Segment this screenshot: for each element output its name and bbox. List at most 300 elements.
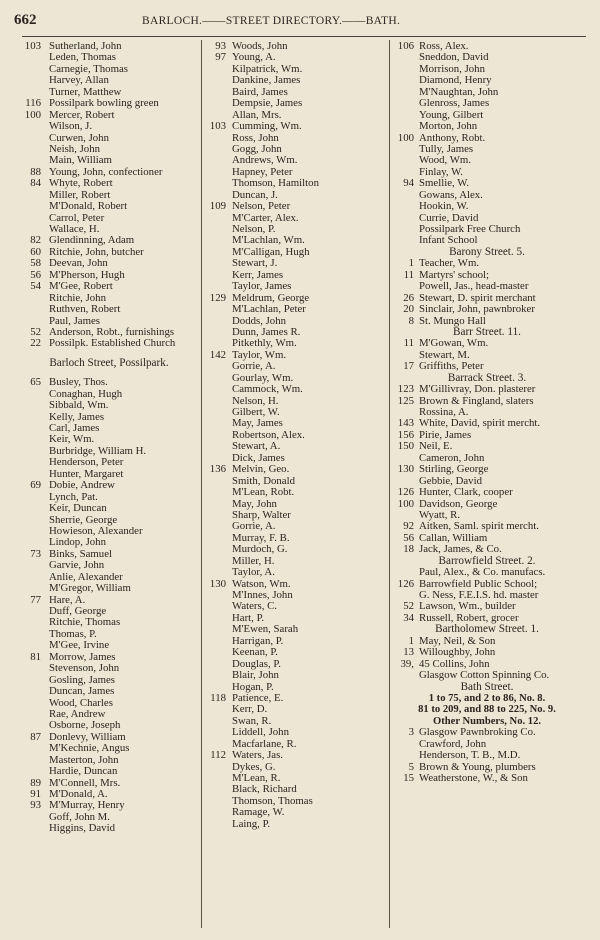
house-number: 103 (24, 40, 41, 52)
directory-entry (204, 567, 388, 578)
resident-name: Laing, P. (232, 817, 271, 830)
resident-name: Possilpark bowling green (49, 97, 159, 110)
resident-name: Dempsie, James (232, 97, 303, 110)
resident-name: Ritchie, Thomas (49, 616, 121, 629)
resident-name: M'Calligan, Hugh (232, 245, 310, 258)
house-number: 130 (209, 577, 226, 590)
resident-name: Wallace, H. (49, 223, 100, 235)
resident-name: Nelson, P. (232, 223, 276, 235)
house-number: 93 (30, 799, 41, 812)
resident-name: Thomson, Hamilton (232, 177, 319, 190)
resident-name: Duncan, J. (232, 188, 278, 201)
house-number: 15 (403, 772, 414, 784)
resident-name: Goff, John M. (49, 810, 110, 823)
resident-name: Nelson, Peter (232, 200, 291, 213)
resident-name: Hogan, P. (232, 680, 274, 693)
house-number: 73 (30, 547, 41, 560)
resident-name: Kelly, James (49, 410, 105, 423)
directory-entry (204, 121, 388, 132)
resident-name: Watson, Wm. (232, 577, 291, 590)
resident-name: Gorrie, A. (232, 520, 276, 533)
resident-name: M'Lachlan, Peter (232, 303, 306, 316)
resident-name: Anthony, Robt. (419, 131, 486, 144)
directory-entry (204, 544, 388, 555)
directory-entry (204, 819, 388, 830)
spacer (18, 369, 200, 377)
resident-name: Sinclair, John, pawnbroker (419, 303, 535, 316)
house-number: 58 (30, 257, 41, 270)
house-number: 1 (408, 634, 414, 647)
resident-name: Dykes, G. (232, 760, 276, 773)
directory-entry (18, 595, 200, 606)
directory-entry (18, 110, 200, 121)
resident-name: Stewart, J. (232, 257, 278, 270)
resident-name: White, David, spirit mercht. (419, 417, 541, 430)
resident-name: Woods, John (232, 40, 288, 52)
resident-name: Conaghan, Hugh (49, 387, 123, 400)
house-number: 84 (30, 177, 41, 190)
directory-entry (18, 213, 200, 224)
house-number: 20 (403, 303, 414, 316)
resident-name: Gilbert, W. (232, 406, 280, 418)
resident-name: Stirling, George (419, 463, 489, 476)
resident-name: Hunter, Margaret (49, 467, 124, 480)
directory-entry (18, 121, 200, 132)
resident-name: Henderson, Peter (49, 456, 124, 469)
house-number: 126 (397, 486, 414, 499)
house-number: 18 (403, 543, 414, 556)
resident-name: M'Donald, Robert (49, 200, 128, 213)
house-number: 94 (403, 177, 414, 190)
resident-name: Gowans, Alex. (419, 188, 483, 201)
directory-entry (18, 247, 200, 258)
directory-entry (18, 64, 200, 75)
directory-entry (18, 412, 200, 423)
resident-name: Murray, F. B. (232, 531, 290, 544)
street-heading-text: Bath Street. (460, 680, 514, 693)
house-number: 13 (403, 646, 414, 659)
resident-name: Smith, Donald (232, 474, 295, 487)
resident-name: Miller, H. (232, 554, 275, 567)
resident-name: M'Gregor, William (49, 582, 131, 595)
resident-name: Ruthven, Robert (49, 303, 121, 316)
resident-name: Aitken, Saml. spirit mercht. (419, 520, 539, 533)
resident-name: Duff, George (49, 605, 107, 617)
directory-entry (392, 121, 582, 132)
directory-entry (18, 178, 200, 189)
resident-name: M'Naughtan, John (419, 85, 499, 98)
resident-name: Melvin, Geo. (232, 463, 290, 476)
street-heading (392, 682, 582, 693)
resident-name: Henderson, T. B., M.D. (419, 749, 521, 762)
house-number: 8 (408, 314, 414, 327)
resident-name: M'Lean, Robt. (232, 486, 295, 499)
resident-name: Hare, A. (49, 593, 86, 606)
resident-name: Harvey, Allan (49, 74, 109, 87)
directory-entry (204, 98, 388, 109)
resident-name: Curwen, John (49, 131, 109, 144)
resident-name: Osborne, Joseph (49, 719, 121, 732)
house-number: 116 (25, 97, 41, 110)
directory-entry (18, 98, 200, 109)
running-head: BARLOCH.——STREET DIRECTORY.——BATH. (142, 15, 401, 27)
resident-name: Wyatt, R. (419, 508, 461, 521)
house-number: 52 (30, 325, 41, 338)
column-divider (201, 40, 202, 928)
resident-name: Taylor, Wm. (232, 348, 287, 361)
house-number: 26 (403, 291, 414, 304)
resident-name: Nelson, H. (232, 394, 279, 407)
resident-name: Howieson, Alexander (49, 524, 143, 537)
resident-name: Duncan, James (49, 685, 115, 698)
resident-name: Infant School (419, 234, 478, 247)
directory-entry (392, 464, 582, 475)
resident-name: Hart, P. (232, 611, 265, 624)
house-number: 17 (403, 360, 414, 373)
directory-entry (18, 617, 200, 628)
house-number: 81 (30, 650, 41, 663)
house-number: 87 (30, 730, 41, 743)
directory-entry (204, 670, 388, 681)
resident-name: Jack, James, & Co. (419, 543, 502, 556)
resident-name: Sharp, Walter (232, 508, 291, 521)
page-number: 662 (14, 12, 37, 28)
resident-name: Ross, John (232, 131, 279, 144)
resident-name: Gourlay, Wm. (232, 371, 294, 384)
resident-name: Murdoch, G. (232, 543, 288, 556)
resident-name: Patience, E. (232, 691, 284, 704)
house-number: 156 (397, 428, 414, 441)
directory-entry (18, 133, 200, 144)
resident-name: Pirie, James (419, 428, 472, 441)
resident-name: M'Pherson, Hugh (49, 268, 125, 281)
resident-name: Pitkethly, Wm. (232, 337, 297, 350)
resident-name: Donlevy, William (49, 730, 126, 743)
resident-name: Black, Richard (232, 783, 297, 796)
resident-name: Glenross, James (419, 97, 490, 110)
house-number: 5 (408, 760, 414, 773)
resident-name: Masterton, John (49, 753, 119, 766)
directory-entry (18, 629, 200, 640)
resident-name: Carnegie, Thomas (49, 62, 128, 75)
resident-name: Lawson, Wm., builder (419, 600, 516, 613)
directory-entry (18, 583, 200, 594)
resident-name: Keenan, P. (232, 646, 278, 659)
directory-entry (392, 647, 582, 658)
resident-name: 45 Collins, John (419, 657, 490, 670)
resident-name: Anderson, Robt., furnishings (49, 325, 175, 338)
directory-entry (204, 384, 388, 395)
resident-name: Barrowfield Public School; (419, 577, 538, 590)
directory-entry (18, 201, 200, 212)
directory-column-2 (204, 41, 388, 830)
house-number: 129 (209, 291, 226, 304)
resident-name: Glasgow Cotton Spinning Co. (419, 669, 550, 682)
resident-name: Dick, James (232, 451, 285, 464)
directory-entry (392, 304, 582, 315)
resident-name: Dobie, Andrew (49, 479, 115, 492)
resident-name: Andrews, Wm. (232, 154, 298, 167)
house-number: 100 (397, 131, 414, 144)
resident-name: May, Neil, & Son (419, 634, 496, 647)
resident-name: Kerr, D. (232, 703, 268, 716)
resident-name: Whyte, Robert (49, 177, 113, 190)
resident-name: Baird, James (232, 85, 288, 98)
resident-name: Ritchie, John (49, 291, 106, 304)
ward-note-text: Other Numbers, No. 12. (432, 715, 542, 727)
resident-name: Ross, Alex. (419, 40, 469, 52)
resident-name: M'Lachlan, Wm. (232, 234, 305, 247)
resident-name: St. Mungo Hall (419, 314, 486, 327)
resident-name: Tully, James (419, 142, 474, 155)
directory-entry (392, 750, 582, 761)
resident-name: Busley, Thos. (49, 376, 108, 389)
house-number: 39, (400, 657, 414, 670)
resident-name: Finlay, W. (419, 165, 463, 178)
resident-name: Cameron, John (419, 451, 485, 464)
resident-name: M'Donald, A. (49, 788, 108, 800)
resident-name: Sutherland, John (49, 40, 122, 52)
house-number: 93 (215, 40, 226, 52)
house-number: 112 (210, 749, 226, 762)
resident-name: Higgins, David (49, 822, 115, 835)
resident-name: Macfarlane, R. (232, 737, 297, 750)
ward-note (392, 693, 582, 704)
resident-name: M'Kechnie, Angus (49, 742, 130, 755)
directory-entry (18, 549, 200, 560)
resident-name: Thomas, P. (49, 627, 97, 640)
resident-name: Callan, William (419, 531, 488, 544)
resident-name: Rossina, A. (419, 406, 469, 418)
house-number: 100 (397, 497, 414, 510)
directory-entry (204, 750, 388, 761)
resident-name: Taylor, A. (232, 566, 275, 579)
resident-name: Dunn, James R. (232, 325, 301, 338)
resident-name: M'Lean, R. (232, 772, 281, 784)
house-number: 77 (30, 593, 41, 606)
resident-name: Brown & Young, plumbers (419, 760, 536, 773)
resident-name: Carrol, Peter (49, 211, 105, 224)
house-number: 130 (397, 463, 414, 476)
resident-name: M'Gowan, Wm. (419, 337, 489, 350)
resident-name: Russell, Robert, grocer (419, 611, 519, 624)
directory-entry (392, 178, 582, 189)
resident-name: Hardie, Duncan (49, 765, 118, 778)
resident-name: Morton, John (419, 120, 478, 133)
directory-entry (18, 743, 200, 754)
resident-name: Liddell, John (232, 726, 289, 739)
directory-entry (204, 281, 388, 292)
ward-note-text: 81 to 209, and 88 to 225, No. 9. (418, 704, 556, 716)
resident-name: Swan, R. (232, 714, 272, 727)
directory-entry (204, 727, 388, 738)
house-number: 11 (403, 268, 414, 281)
resident-name: Hookin, W. (419, 200, 469, 213)
resident-name: May, James (232, 417, 283, 430)
house-number: 150 (397, 440, 414, 453)
page-header (0, 12, 600, 34)
ward-note-text: 1 to 75, and 2 to 86, No. 8. (428, 692, 546, 704)
resident-name: Deevan, John (49, 257, 108, 270)
directory-entry (18, 304, 200, 315)
resident-name: M'Ewen, Sarah (232, 623, 299, 636)
house-number: 54 (30, 280, 41, 293)
resident-name: Davidson, George (419, 497, 498, 510)
resident-name: Currie, David (419, 211, 479, 224)
directory-entry (204, 361, 388, 372)
resident-name: Stewart, D. spirit merchant (419, 291, 536, 304)
street-heading-text: Barloch Street, Possilpark. (49, 356, 169, 369)
resident-name: M'Murray, Henry (49, 799, 125, 812)
house-number: 65 (30, 376, 41, 389)
directory-entry (392, 384, 582, 395)
resident-name: Glendinning, Adam (49, 234, 135, 247)
resident-name: Cammock, Wm. (232, 383, 303, 396)
house-number: 136 (209, 463, 226, 476)
directory-entry (204, 464, 388, 475)
resident-name: Morrison, John (419, 62, 485, 75)
house-number: 125 (397, 394, 414, 407)
resident-name: Young, A. (232, 51, 276, 64)
resident-name: Powell, Jas., head-master (419, 280, 529, 293)
directory-entry (204, 304, 388, 315)
directory-entry (392, 201, 582, 212)
house-number: 143 (397, 417, 414, 430)
directory-entry (392, 727, 582, 738)
resident-name: Wilson, J. (49, 120, 93, 133)
resident-name: Turner, Matthew (49, 85, 122, 98)
resident-name: Mercer, Robert (49, 108, 115, 121)
resident-name: Teacher, Wm. (419, 257, 480, 270)
resident-name: Neish, John (49, 142, 100, 155)
resident-name: Miller, Robert (49, 188, 111, 201)
resident-name: May, John (232, 497, 277, 510)
street-heading-text: Barrack Street. 3. (447, 371, 527, 384)
resident-name: Blair, John (232, 669, 279, 682)
resident-name: Crawford, John (419, 737, 487, 750)
directory-entry (392, 98, 582, 109)
directory-entry (18, 423, 200, 434)
house-number: 88 (30, 165, 41, 178)
house-number: 142 (209, 348, 226, 361)
resident-name: M'Connell, Mrs. (49, 776, 121, 789)
resident-name: Burbridge, William H. (49, 444, 147, 457)
resident-name: Young, Gilbert (419, 108, 484, 121)
directory-entry (18, 400, 200, 411)
resident-name: Young, John, confectioner (49, 165, 163, 178)
resident-name: Kilpatrick, Wm. (232, 62, 303, 75)
street-heading-text: Barr Street. 11. (453, 325, 521, 338)
resident-name: Diamond, Henry (419, 74, 492, 87)
directory-column-3 (392, 41, 582, 784)
resident-name: Brown & Fingland, slaters (419, 394, 534, 407)
resident-name: Smellie, W. (419, 177, 470, 190)
resident-name: M'Gee, Robert (49, 280, 113, 293)
resident-name: Carl, James (49, 422, 100, 434)
resident-name: Hapney, Peter (232, 165, 293, 178)
directory-entry (18, 377, 200, 388)
resident-name: Leden, Thomas (49, 51, 116, 64)
house-number: 92 (403, 520, 414, 533)
resident-name: Wood, Charles (49, 696, 113, 709)
resident-name: Douglas, P. (232, 657, 281, 670)
house-number: 97 (215, 51, 226, 64)
resident-name: Sibbald, Wm. (49, 399, 109, 412)
resident-name: Neil, E. (419, 440, 453, 453)
house-number: 1 (408, 257, 414, 270)
resident-name: Gebbie, David (419, 474, 482, 487)
resident-name: Glasgow Pawnbroking Co. (419, 726, 536, 739)
house-number: 123 (397, 383, 414, 396)
resident-name: Weatherstone, W., & Son (419, 772, 528, 784)
resident-name: Griffiths, Peter (419, 360, 484, 373)
resident-name: Martyrs' school; (419, 268, 490, 281)
resident-name: Keir, Wm. (49, 433, 95, 446)
street-heading (18, 358, 200, 369)
resident-name: Cumming, Wm. (232, 120, 302, 133)
ward-note (392, 704, 582, 715)
house-number: 106 (397, 40, 414, 52)
resident-name: Dankine, James (232, 74, 301, 87)
resident-name: Allan, Mrs. (232, 108, 282, 121)
resident-name: M'Gee, Irvine (49, 639, 110, 652)
directory-entry (204, 487, 388, 498)
header-rule (22, 36, 586, 37)
house-number: 22 (30, 337, 41, 350)
street-heading-text: Bartholomew Street. 1. (435, 623, 539, 636)
resident-name: Waters, C. (232, 600, 278, 613)
resident-name: Kerr, James (232, 268, 284, 281)
resident-name: Possilpark Free Church (419, 223, 521, 235)
directory-entry (18, 492, 200, 503)
resident-name: Stewart, M. (419, 348, 470, 361)
house-number: 126 (397, 577, 414, 590)
resident-name: M'Carter, Alex. (232, 211, 299, 224)
house-number: 103 (209, 120, 226, 133)
directory-entry (18, 686, 200, 697)
resident-name: Hunter, Clark, cooper (419, 486, 513, 499)
directory-entry (204, 647, 388, 658)
directory-entry (18, 778, 200, 789)
directory-entry (18, 823, 200, 834)
directory-entry (18, 663, 200, 674)
house-number: 109 (209, 200, 226, 213)
house-number: 56 (30, 268, 41, 281)
resident-name: Paul, Alex., & Co. manufacs. (419, 566, 546, 579)
directory-entry (18, 698, 200, 709)
directory-entry (18, 560, 200, 571)
resident-name: Taylor, James (232, 280, 292, 293)
resident-name: Possilpk. Established Church (49, 337, 176, 350)
resident-name: Gorrie, A. (232, 360, 276, 373)
resident-name: Lindop, John (49, 536, 106, 549)
house-number: 69 (30, 479, 41, 492)
directory-entry (392, 487, 582, 498)
resident-name: Sneddon, David (419, 51, 489, 64)
directory-entry (18, 281, 200, 292)
house-number: 52 (403, 600, 414, 613)
resident-name: Morrow, James (49, 650, 116, 663)
resident-name: M'Innes, John (232, 589, 293, 601)
resident-name: Wood, Wm. (419, 154, 472, 167)
resident-name: Garvie, John (49, 559, 105, 572)
house-number: 118 (210, 691, 226, 704)
directory-entry (18, 389, 200, 400)
street-heading-text: Barrowfield Street. 2. (438, 554, 536, 567)
directory-entry (18, 503, 200, 514)
directory-column-1 (18, 41, 200, 835)
resident-name: M'Gillivray, Don. plasterer (419, 383, 536, 396)
